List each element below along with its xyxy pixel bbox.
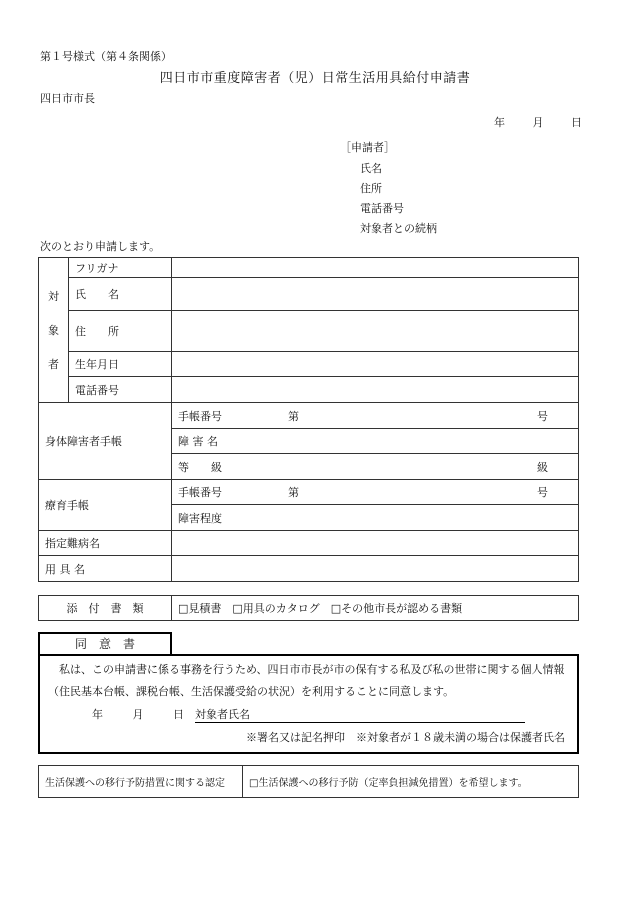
ryoiku-handbook-label: 療育手帳: [39, 480, 172, 531]
welfare-option[interactable]: □生活保護への移行予防（定率負担減免措置）を希望します。: [243, 766, 579, 798]
ryoiku-number-label: 手帳番号: [178, 486, 222, 499]
subject-name-field[interactable]: [172, 278, 579, 311]
tool-label: 用 具 名: [39, 556, 172, 582]
date-line: [470, 114, 582, 130]
physical-number-prefix: 第: [288, 409, 299, 423]
disability-name-field[interactable]: [172, 429, 579, 454]
birthdate-label: 生年月日: [69, 352, 172, 377]
date-month: 月: [532, 116, 544, 129]
applicant-relation-label: 対象者との続柄: [360, 222, 437, 235]
physical-handbook-label: 身体障害者手帳: [39, 403, 172, 480]
consent-day: 日: [173, 708, 184, 721]
subject-address-field[interactable]: [172, 311, 579, 352]
grade-suffix: 級: [537, 460, 548, 474]
subject-name-label: 氏 名: [69, 278, 172, 311]
consent-month: 月: [132, 708, 144, 721]
applicant-phone-label: 電話番号: [360, 202, 404, 215]
consent-title: 同 意 書: [38, 632, 172, 655]
welfare-table: [38, 765, 579, 798]
subject-phone-label: 電話番号: [69, 377, 172, 403]
consent-date: [92, 706, 184, 722]
attachment-options[interactable]: □見積書 □用具のカタログ □その他市長が認める書類: [172, 596, 579, 621]
signature-note: ※署名又は記名押印 ※対象者が１８歳未満の場合は保護者氏名: [246, 731, 565, 744]
attachment-table: [38, 595, 579, 621]
ryoiku-number-prefix: 第: [288, 486, 299, 499]
subject-address-label: 住 所: [69, 311, 172, 352]
signature-line[interactable]: [195, 722, 525, 723]
consent-text: 私は、この申請書に係る事務を行うため、四日市市長が市の保有する私及び私の世帯に関する個人情報（住民基本台帳、課税台帳、生活保護受給の状況）を利用することに同意します。: [48, 663, 565, 698]
applicant-heading: ［申請者］: [340, 141, 395, 154]
disability-name-label: 障 害 名: [178, 435, 218, 448]
furigana-label: フリガナ: [69, 258, 172, 278]
date-year: 年: [494, 116, 505, 129]
subject-label: 対 象 者: [39, 258, 69, 403]
application-table: [38, 257, 579, 582]
consent-box: [38, 654, 579, 754]
page-title: 四日市市重度障害者（児）日常生活用具給付申請書: [159, 71, 471, 86]
physical-number-field[interactable]: [172, 403, 579, 429]
signature-label: 対象者氏名: [195, 708, 250, 721]
ryoiku-degree-label: 障害程度: [178, 511, 222, 525]
attachment-label: 添 付 書 類: [39, 596, 172, 621]
consent-year: 年: [92, 708, 103, 721]
physical-number-label: 手帳番号: [178, 409, 222, 423]
tool-field[interactable]: [172, 556, 579, 582]
birthdate-field[interactable]: [172, 352, 579, 377]
subject-phone-field[interactable]: [172, 377, 579, 403]
physical-number-suffix: 号: [537, 409, 548, 423]
form-id: 第１号様式（第４条関係）: [40, 50, 172, 63]
disease-field[interactable]: [172, 531, 579, 556]
applicant-address-label: 住所: [360, 182, 382, 195]
welfare-label: 生活保護への移行予防措置に関する認定: [39, 766, 243, 798]
furigana-field[interactable]: [172, 258, 579, 278]
intro-text: 次のとおり申請します。: [40, 240, 161, 253]
grade-label: 等 級: [178, 460, 222, 474]
ryoiku-degree-field[interactable]: [172, 505, 579, 531]
ryoiku-number-suffix: 号: [537, 486, 548, 499]
ryoiku-number-field[interactable]: [172, 480, 579, 505]
disease-label: 指定難病名: [39, 531, 172, 556]
addressee: 四日市市長: [40, 92, 95, 105]
grade-field[interactable]: [172, 454, 579, 480]
applicant-name-label: 氏名: [360, 162, 382, 175]
date-day: 日: [571, 116, 582, 129]
